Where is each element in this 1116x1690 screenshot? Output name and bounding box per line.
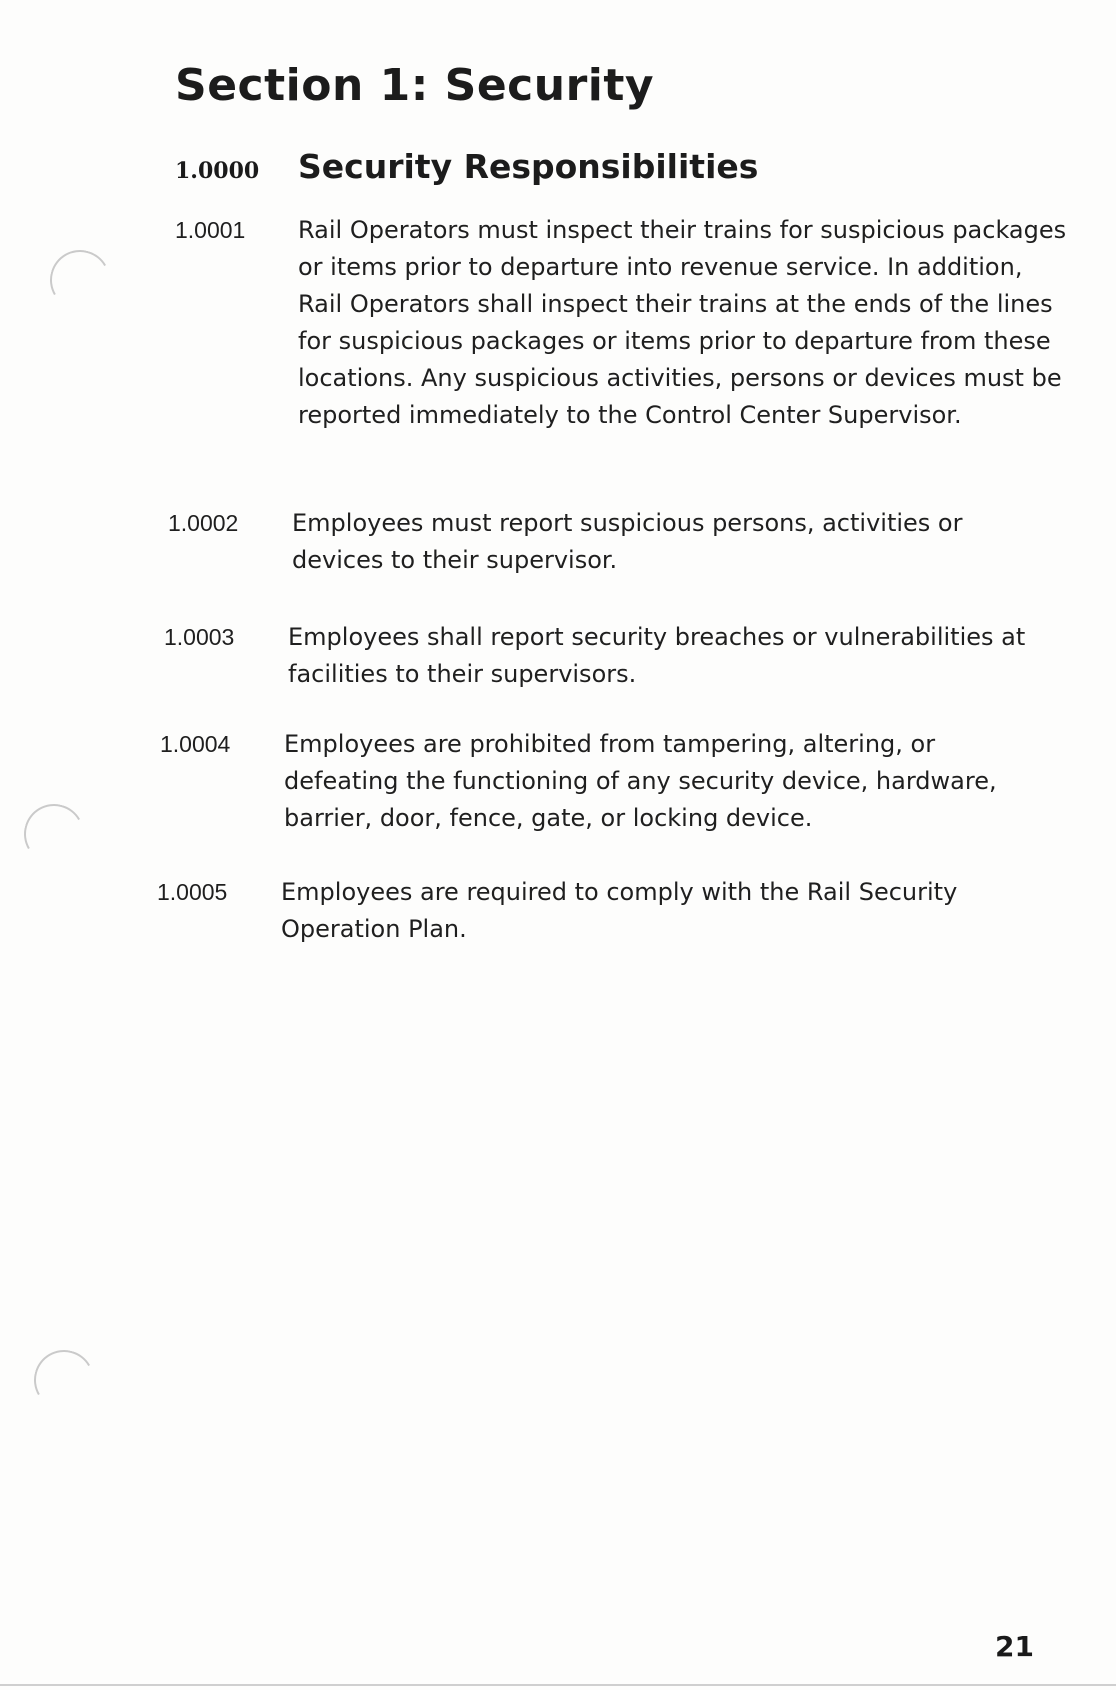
rule-number: 1.0004 [160,731,231,757]
page-bottom-edge [0,1684,1116,1686]
punch-hole-mark [17,797,90,870]
subsection-number: 1.0000 [175,158,260,184]
section-title: Section 1: Security [175,60,655,111]
rule-number: 1.0005 [157,879,228,905]
page-number: 21 [995,1630,1034,1663]
rule-item [164,619,1048,693]
rule-item [175,212,1068,434]
rule-number: 1.0003 [164,624,235,650]
rule-number: 1.0001 [175,217,246,243]
rule-text: Employees shall report security breaches or vulnerabilities at facilities to their supervisors. [288,623,1026,688]
rule-text: Employees are required to comply with the Rail Security Operation Plan. [281,878,958,943]
rule-text: Employees are prohibited from tampering, altering, or defeating the functioning of any security device, hardware, barrier, door, fence, gate, or locking device. [284,730,997,832]
punch-hole-mark [43,243,116,316]
rule-item [160,726,1044,837]
rule-text: Employees must report suspicious persons, activities or devices to their supervisor. [292,509,963,574]
punch-hole-mark [27,1343,100,1416]
rule-item [157,874,1001,948]
rule-text: Rail Operators must inspect their trains for suspicious packages or items prior to departure into revenue service. In addition, Rail Operators shall inspect their trains at the ends of the lines for suspicious packages or items prior to departure from these locations. Any suspicious activities, persons or devices must be reported immediately to the Control Center Supervisor. [298,216,1067,429]
rule-item [168,505,1012,579]
subsection-heading [175,147,758,186]
subsection-title: Security Responsibilities [298,147,759,186]
rule-number: 1.0002 [168,510,239,536]
